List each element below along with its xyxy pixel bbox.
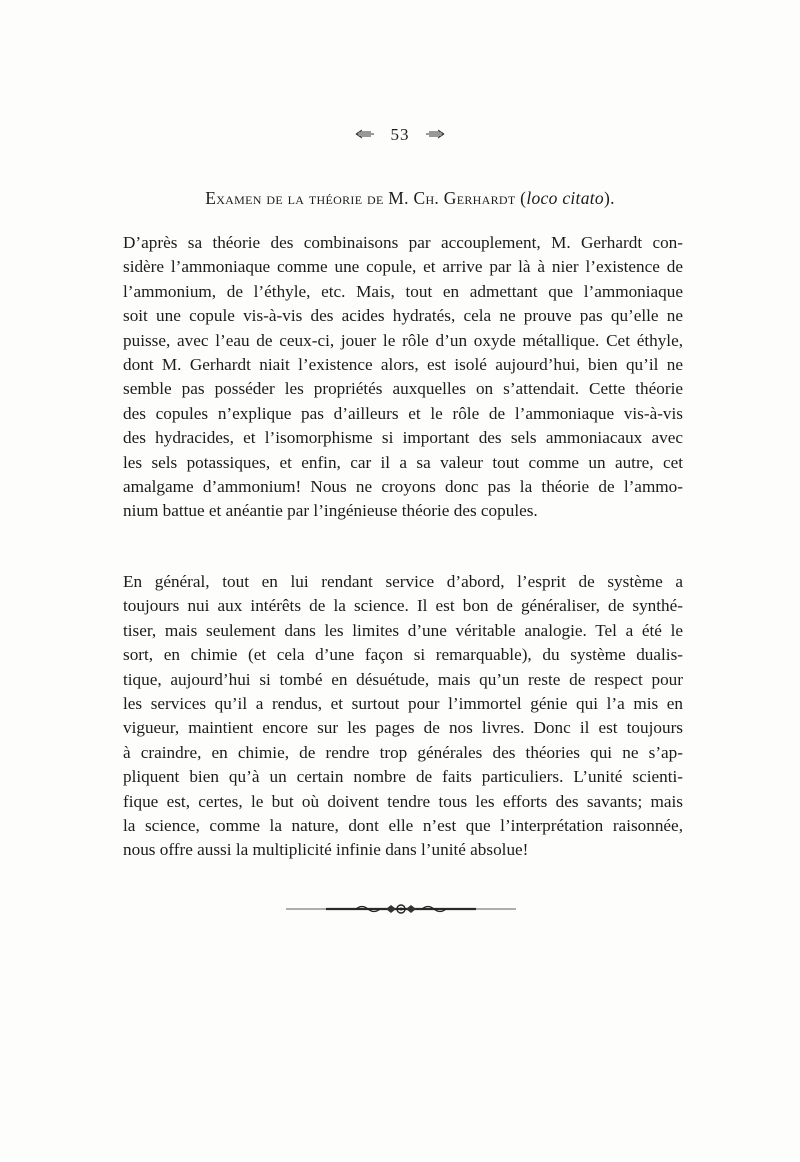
paragraph-line: semble pas posséder les propriétés auxquelles on s’attendait. Cette théorie [123, 379, 683, 399]
paragraph-line: sort, en chimie (et cela d’une façon si remarquable), du système dualis- [123, 645, 683, 665]
paragraph-line: nous offre aussi la multiplicité infinie dans l’unité absolue! [123, 840, 529, 860]
page-number: 53 [390, 125, 410, 144]
ornament-right-icon [425, 127, 445, 144]
paragraph-line: les sels potassiques, et enfin, car il a sa valeur tout comme un autre, cet [123, 452, 683, 472]
paragraph-line: nium battue et anéantie par l’ingénieuse théorie des copules. [123, 501, 538, 521]
ornamental-separator-icon [286, 902, 516, 916]
paragraph-line: tique, aujourd’hui si tombé en désuétude, mais qu’un reste de respect pour [123, 669, 683, 689]
paragraph-line: dont M. Gerhardt niait l’existence alors, est isolé aujourd’hui, bien qu’il ne [123, 355, 683, 375]
paragraph-line: tiser, mais seulement dans les limites d’une véritable analogie. Tel a été le [123, 620, 683, 640]
section-title-main: Examen de la théorie de M. Ch. Gerhardt [205, 188, 516, 208]
paragraph-line: toujours nui aux intérêts de la science. Il est bon de généraliser, de synthé- [123, 596, 683, 616]
paragraph-line: amalgame d’ammonium! Nous ne croyons donc pas la théorie de l’ammo- [123, 477, 683, 497]
paragraph-line: les services qu’il a rendus, et surtout pour l’immortel génie qui l’a mis en [123, 694, 683, 714]
paragraph-2 [123, 570, 683, 863]
page-header [0, 125, 800, 145]
paragraph-1 [123, 231, 683, 524]
paragraph-line: fique est, certes, le but où doivent tendre tous les efforts des savants; mais [123, 791, 683, 811]
paragraph-line: puisse, avec l’eau de ceux-ci, jouer le rôle d’un oxyde métallique. Cet éthyle, [123, 330, 683, 350]
section-title [120, 188, 700, 209]
paragraph-line: pliquent bien qu’à un certain nombre de faits particuliers. L’unité scienti- [123, 767, 683, 787]
ornament-left-icon [355, 127, 375, 144]
paragraph-line: vigueur, maintient encore sur les pages de nos livres. Donc il est toujours [123, 718, 683, 738]
paragraph-line: la science, comme la nature, dont elle n’est que l’interprétation raisonnée, [123, 816, 683, 836]
section-title-citation: loco citato [526, 188, 604, 208]
paragraph-line: soit une copule vis-à-vis des acides hydratés, cela ne prouve pas qu’elle ne [123, 306, 683, 326]
paragraph-line: En général, tout en lui rendant service d’abord, l’esprit de système a [123, 572, 683, 591]
section-title-paren-open: ( [520, 188, 527, 208]
paragraph-line: sidère l’ammoniaque comme une copule, et arrive par là à nier l’existence de [123, 257, 683, 277]
section-title-paren-close: ). [603, 188, 615, 208]
paragraph-line: l’ammonium, de l’éthyle, etc. Mais, tout en admettant que l’ammoniaque [123, 281, 683, 301]
paragraph-line: à craindre, en chimie, de rendre trop générales des théories qui ne s’ap- [123, 742, 683, 762]
paragraph-line: D’après sa théorie des combinaisons par accouplement, M. Gerhardt con- [123, 233, 683, 252]
paragraph-line: des hydracides, et l’isomorphisme si important des sels ammoniacaux avec [123, 428, 683, 448]
paragraph-line: des copules n’explique pas d’ailleurs et le rôle de l’ammoniaque vis-à-vis [123, 403, 683, 423]
